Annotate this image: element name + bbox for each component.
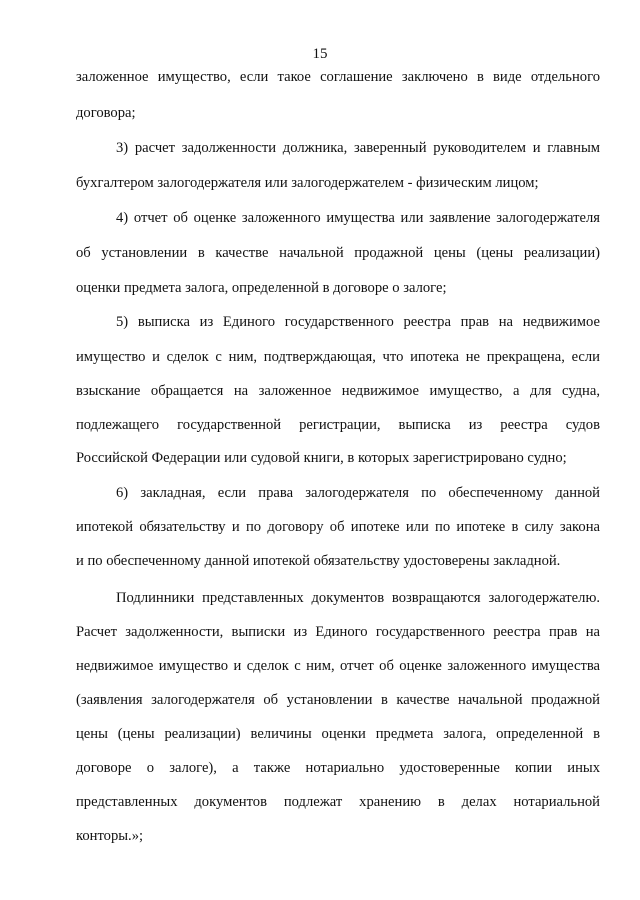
text-line: недвижимое имущество и сделок с ним, отчет об оценке заложенного имущества	[76, 658, 600, 674]
text-line: Российской Федерации или судовой книги, в которых зарегистрировано судно;	[76, 450, 567, 466]
text-line: представленных документов подлежат хранению в делах нотариальной	[76, 794, 600, 810]
text-line: заложенное имущество, если такое соглашение заключено в виде отдельного	[76, 69, 600, 85]
text-line: об установлении в качестве начальной продажной цены (цены реализации)	[76, 245, 600, 261]
text-line: ипотекой обязательству и по договору об ипотеке или по ипотеке в силу закона	[76, 519, 600, 535]
text-line: Подлинники представленных документов возвращаются залогодержателю.	[116, 590, 600, 606]
text-line: договоре о залоге), а также нотариально удостоверенные копии иных	[76, 760, 600, 776]
text-line: 3) расчет задолженности должника, заверенный руководителем и главным	[116, 140, 600, 156]
text-line: Расчет задолженности, выписки из Единого государственного реестра прав на	[76, 624, 600, 640]
text-line: 4) отчет об оценке заложенного имущества или заявление залогодержателя	[116, 210, 600, 226]
text-line: 6) закладная, если права залогодержателя по обеспеченному данной	[116, 485, 600, 501]
text-line: 5) выписка из Единого государственного реестра прав на недвижимое	[116, 314, 600, 330]
text-line: договора;	[76, 105, 136, 121]
text-line: цены (цены реализации) величины оценки предмета залога, определенной в	[76, 726, 600, 742]
page-number: 15	[312, 46, 328, 62]
text-line: подлежащего государственной регистрации, выписка из реестра судов	[76, 417, 600, 433]
text-line: бухгалтером залогодержателя или залогодержателем - физическим лицом;	[76, 175, 539, 191]
text-line: конторы.»;	[76, 828, 144, 844]
text-line: взыскание обращается на заложенное недвижимое имущество, а для судна,	[76, 383, 600, 399]
text-line: оценки предмета залога, определенной в договоре о залоге;	[76, 280, 447, 296]
text-line: (заявления залогодержателя об установлении в качестве начальной продажной	[76, 692, 600, 708]
text-line: и по обеспеченному данной ипотекой обязательству удостоверены закладной.	[76, 553, 561, 569]
text-line: имущество и сделок с ним, подтверждающая, что ипотека не прекращена, если	[76, 349, 600, 365]
